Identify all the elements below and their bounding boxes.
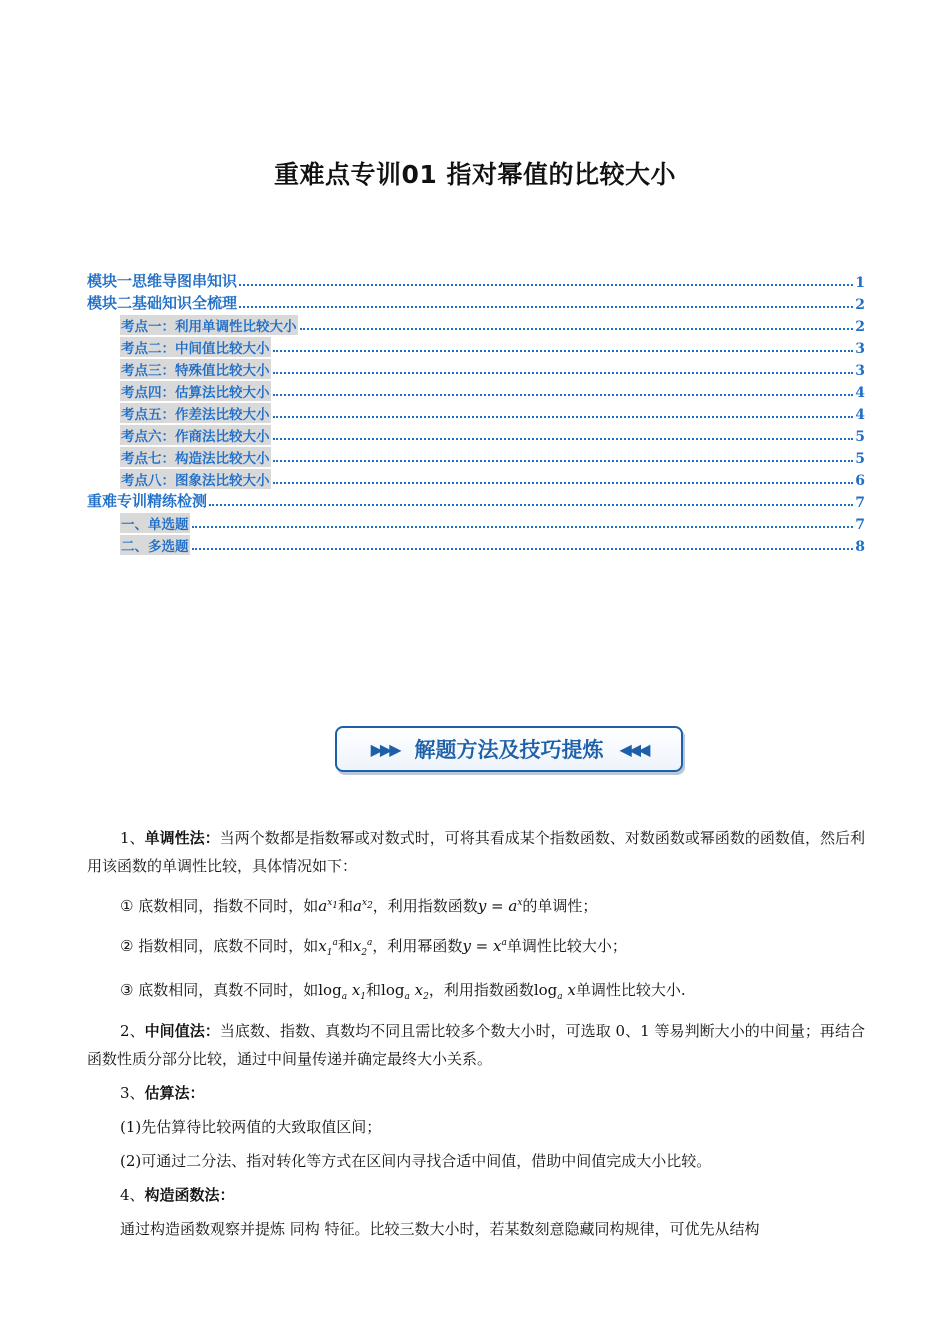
toc-item-page: 2 — [855, 297, 865, 313]
toc-item-label: 考点一：利用单调性比较大小 — [120, 315, 298, 335]
formula-log-x1: $\log_a x_1$ — [318, 981, 367, 1002]
left-arrows-icon: ◀◀◀ — [619, 739, 648, 759]
method-1-number: 1、 — [120, 829, 145, 847]
toc-leader-dots — [192, 526, 854, 528]
case-1-and: 和 — [338, 897, 354, 915]
case-2-marker: ② — [120, 937, 134, 955]
case-3-text-b: ，利用指数函数 — [428, 981, 534, 999]
toc-item-page: 7 — [855, 517, 865, 533]
case-1-text-b: ，利用指数函数 — [372, 897, 478, 915]
toc-item-page: 8 — [855, 539, 865, 555]
toc-leader-dots — [273, 482, 854, 484]
toc-item[interactable] — [87, 357, 865, 379]
toc-leader-dots — [273, 394, 854, 396]
toc-item[interactable] — [87, 489, 865, 511]
toc-leader-dots — [209, 504, 853, 506]
toc-leader-dots — [273, 416, 854, 418]
toc-item-page: 1 — [855, 275, 865, 291]
method-3-item-1: (1)先估算待比较两值的大致取值区间； — [120, 1118, 382, 1136]
method-3-number: 3、 — [120, 1084, 145, 1102]
toc-item[interactable] — [87, 445, 865, 467]
formula-exp-func: $y = a^x$ — [477, 897, 523, 915]
case-3-and: 和 — [366, 981, 382, 999]
toc-item-page: 3 — [855, 341, 865, 357]
method-4-text: 通过构造函数观察并提炼 同构 特征。比较三数大小时，若某数刻意隐藏同构规律，可优先从结构 — [120, 1220, 760, 1238]
toc-item-label: 考点二：中间值比较大小 — [120, 337, 271, 357]
toc-item-label: 一、单选题 — [120, 513, 190, 533]
toc-item-label: 考点五：作差法比较大小 — [120, 403, 271, 423]
toc-item-label: 考点四：估算法比较大小 — [120, 381, 271, 401]
toc-leader-dots — [192, 548, 854, 550]
right-arrows-icon: ▶▶▶ — [370, 739, 399, 759]
case-2 — [87, 929, 865, 967]
case-3-marker: ③ — [120, 981, 134, 999]
toc-item-label: 考点三：特殊值比较大小 — [120, 359, 271, 379]
method-4-heading: 构造函数法： — [144, 1186, 235, 1204]
toc-item-page: 5 — [855, 451, 865, 467]
toc-item[interactable] — [87, 423, 865, 445]
toc-item[interactable] — [87, 335, 865, 357]
toc-leader-dots — [273, 438, 854, 440]
toc-item[interactable] — [87, 313, 865, 335]
method-3-paragraph — [87, 1079, 865, 1107]
toc-leader-dots — [273, 372, 854, 374]
page-title: 重难点专训01 指对幂值的比较大小 — [274, 160, 676, 189]
toc-item-page: 6 — [855, 473, 865, 489]
method-3-item-2: (2)可通过二分法、指对转化等方式在区间内寻找合适中间值，借助中间值完成大小比较。 — [120, 1152, 712, 1170]
method-1-text: 当两个数都是指数幂或对数式时，可将其看成某个指数函数、对数函数或幂函数的函数值，然后利用该函数的单调性比较，具体情况如下： — [87, 829, 865, 875]
toc-item-label: 重难专训精练检测 — [87, 492, 208, 510]
toc-item[interactable] — [87, 401, 865, 423]
method-4-number: 4、 — [120, 1186, 145, 1204]
toc-item-page: 3 — [855, 363, 865, 379]
toc-item-label: 模块二基础知识全梳理 — [87, 294, 238, 312]
toc-leader-dots — [239, 284, 853, 286]
toc-item[interactable] — [87, 467, 865, 489]
method-1-heading: 单调性法： — [144, 829, 220, 847]
method-2-text: 当底数、指数、真数均不同且需比较多个数大小时，可选取 0、1 等易判断大小的中间量；再结合函数性质分部分比较，通过中间量传递并确定最终大小关系。 — [87, 1022, 865, 1068]
toc-item-label: 考点六：作商法比较大小 — [120, 425, 271, 445]
case-3-text-c: 单调性比较大小. — [575, 981, 686, 999]
case-2-text-c: 单调性比较大小； — [506, 937, 627, 955]
toc-item-page: 5 — [855, 429, 865, 445]
case-3-text-a: 底数相同，真数不同时，如 — [138, 981, 319, 999]
method-2-number: 2、 — [120, 1022, 145, 1040]
method-2-paragraph — [87, 1017, 865, 1073]
formula-x2-a: $x_2^a$ — [352, 937, 373, 958]
method-3-heading: 估算法： — [144, 1084, 205, 1102]
formula-log-x2: $\log_a x_2$ — [381, 981, 429, 1002]
case-2-text-b: ，利用幂函数 — [372, 937, 463, 955]
toc-leader-dots — [273, 460, 854, 462]
formula-power-func: $y = x^a$ — [462, 937, 507, 955]
toc-item-label: 考点八：图象法比较大小 — [120, 469, 271, 489]
toc-item[interactable] — [87, 291, 865, 313]
case-3 — [87, 976, 865, 1011]
toc-item-page: 7 — [855, 495, 865, 511]
toc-leader-dots — [239, 306, 853, 308]
formula-a-x1: $a^{x_1}$ — [318, 897, 339, 915]
case-1-text-c: 的单调性； — [522, 897, 598, 915]
formula-x1-a: $x_1^a$ — [318, 937, 338, 958]
case-1-marker: ① — [120, 897, 134, 915]
toc-item-label: 模块一思维导图串知识 — [87, 272, 238, 290]
case-1 — [87, 889, 865, 920]
toc-item[interactable] — [87, 269, 865, 291]
banner-title: 解题方法及技巧提炼 — [414, 738, 604, 762]
formula-a-x2: $a^{x_2}$ — [353, 897, 373, 915]
toc-leader-dots — [273, 350, 854, 352]
case-2-text-a: 指数相同，底数不同时，如 — [138, 937, 319, 955]
toc-item-label: 二、多选题 — [120, 535, 190, 555]
method-2-heading: 中间值法： — [144, 1022, 220, 1040]
table-of-contents — [87, 269, 865, 555]
section-banner — [335, 726, 683, 772]
method-1-paragraph — [87, 824, 865, 880]
case-1-text-a: 底数相同，指数不同时，如 — [138, 897, 319, 915]
case-2-and: 和 — [337, 937, 353, 955]
toc-leader-dots — [300, 328, 854, 330]
toc-item[interactable] — [87, 533, 865, 555]
method-4-paragraph — [87, 1181, 865, 1209]
method-content — [87, 824, 865, 1243]
toc-item-page: 4 — [855, 385, 865, 401]
toc-item-page: 4 — [855, 407, 865, 423]
formula-log-func: $\log_a x$ — [533, 981, 576, 1002]
toc-item-page: 2 — [855, 319, 865, 335]
toc-item[interactable] — [87, 379, 865, 401]
toc-item-label: 考点七：构造法比较大小 — [120, 447, 271, 467]
toc-item[interactable] — [87, 511, 865, 533]
